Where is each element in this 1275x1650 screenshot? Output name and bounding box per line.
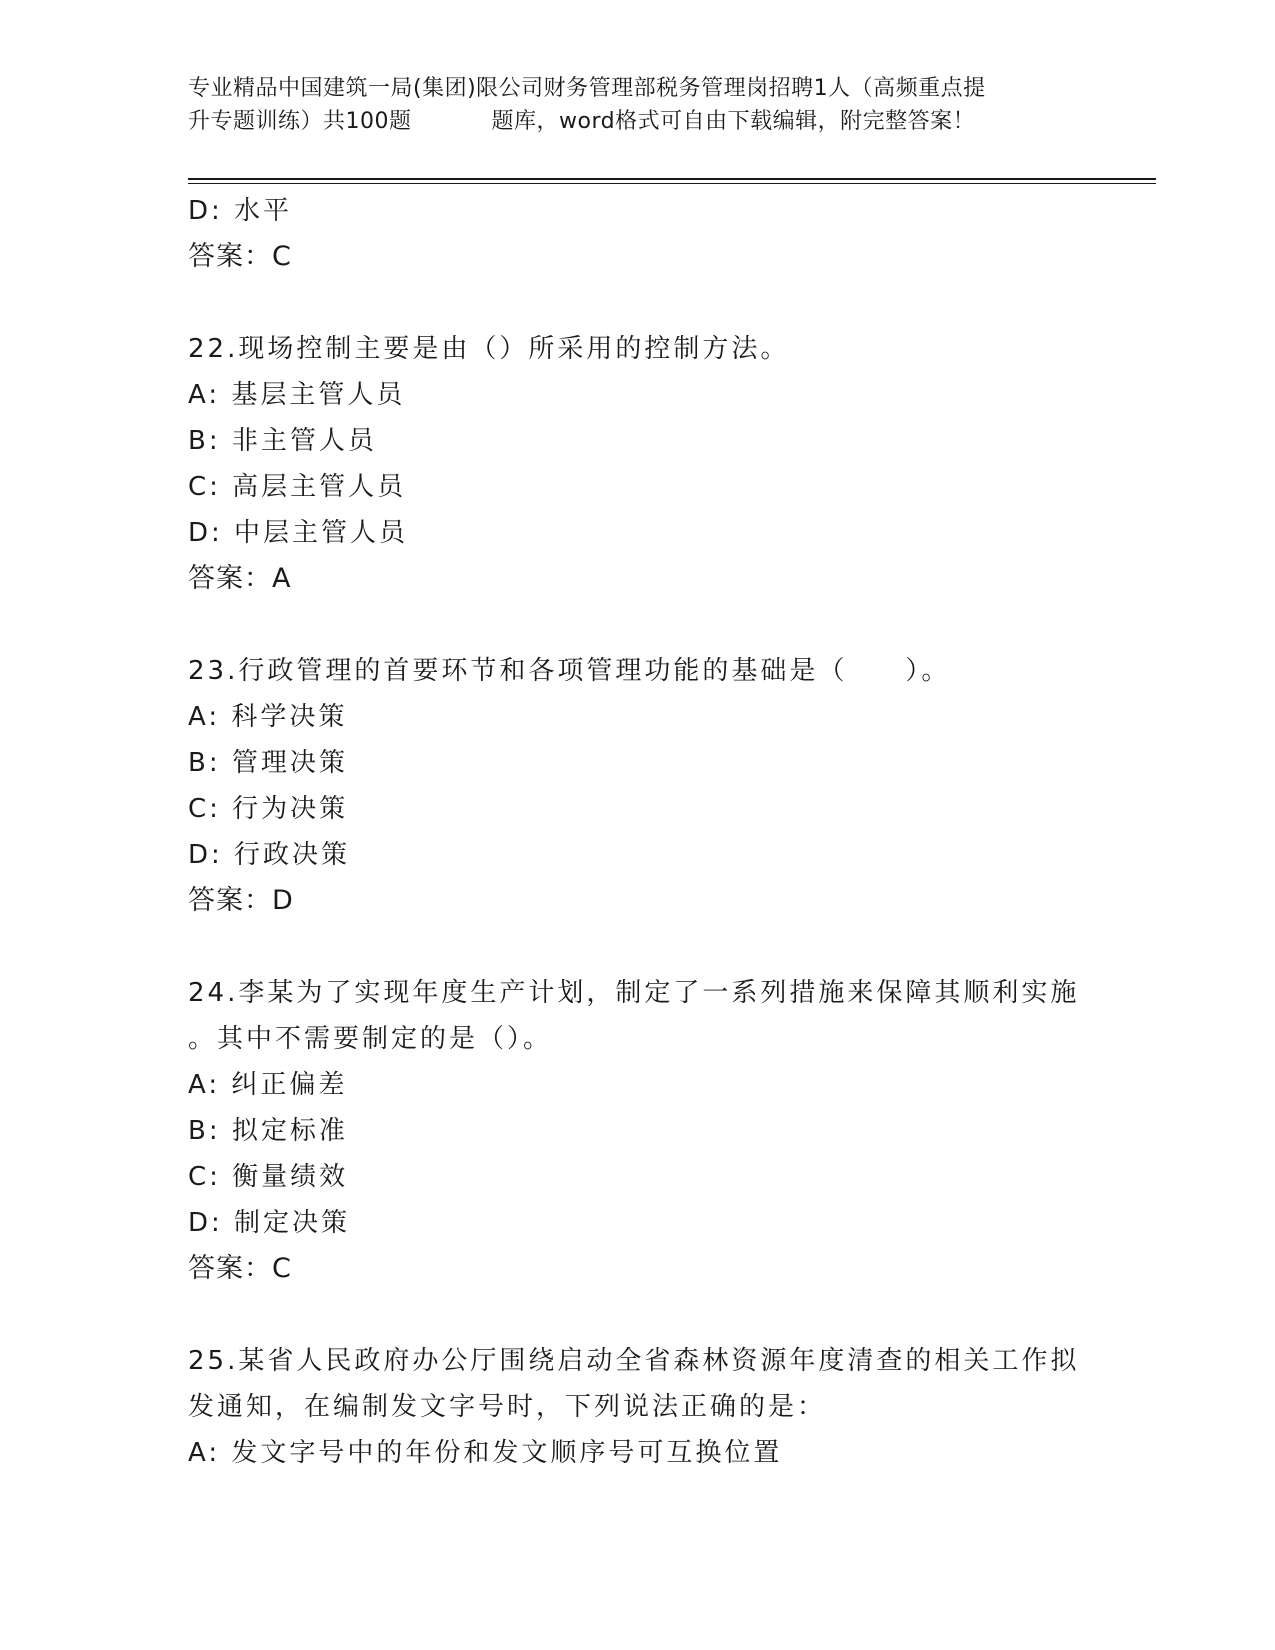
header-title-line2-right: 题库，word格式可自由下载编辑，附完整答案！	[491, 109, 976, 134]
option-line: D: 水平	[188, 196, 293, 226]
option-line: A: 基层主管人员	[188, 380, 406, 410]
option-line: C: 行为决策	[188, 794, 349, 824]
question-block	[188, 1338, 1088, 1476]
question-stem: 25.某省人民政府办公厅围绕启动全省森林资源年度清查的相关工作拟	[188, 1346, 1080, 1376]
option-line: D: 制定决策	[188, 1208, 351, 1238]
option-line: A: 科学决策	[188, 702, 348, 732]
answer-line: 答案：C	[188, 241, 292, 272]
question-list	[188, 188, 1088, 1476]
answer-line: 答案：A	[188, 563, 292, 594]
question-stem-continued: 发通知，在编制发文字号时，下列说法正确的是：	[188, 1392, 827, 1422]
question-block	[188, 326, 1088, 602]
option-line: A: 发文字号中的年份和发文顺序号可互换位置	[188, 1438, 783, 1468]
question-stem: 24.李某为了实现年度生产计划，制定了一系列措施来保障其顺利实施	[188, 978, 1080, 1008]
answer-line: 答案：C	[188, 1253, 292, 1284]
header-title-line1: 专业精品中国建筑一局(集团)限公司财务管理部税务管理岗招聘1人（高频重点提	[188, 76, 986, 101]
header-divider-thin	[188, 183, 1156, 184]
option-line: D: 中层主管人员	[188, 518, 409, 548]
option-line: C: 衡量绩效	[188, 1162, 349, 1192]
option-line: B: 管理决策	[188, 748, 348, 778]
header-title-line2	[188, 105, 1088, 138]
question-stem: 22.现场控制主要是由（）所采用的控制方法。	[188, 334, 790, 364]
page-header	[188, 72, 1088, 138]
option-line: A: 纠正偏差	[188, 1070, 348, 1100]
answer-line: 答案：D	[188, 885, 294, 916]
option-line: B: 非主管人员	[188, 426, 377, 456]
question-block	[188, 970, 1088, 1292]
option-line: D: 行政决策	[188, 840, 351, 870]
question-stem: 23.行政管理的首要环节和各项管理功能的基础是（ ）。	[188, 656, 951, 686]
header-title-line2-left: 升专题训练）共100题	[188, 109, 412, 134]
question-block	[188, 648, 1088, 924]
option-line: C: 高层主管人员	[188, 472, 407, 502]
header-divider-thick	[188, 178, 1156, 180]
option-line: B: 拟定标准	[188, 1116, 348, 1146]
question-stem-continued: 。其中不需要制定的是（）。	[188, 1024, 553, 1054]
